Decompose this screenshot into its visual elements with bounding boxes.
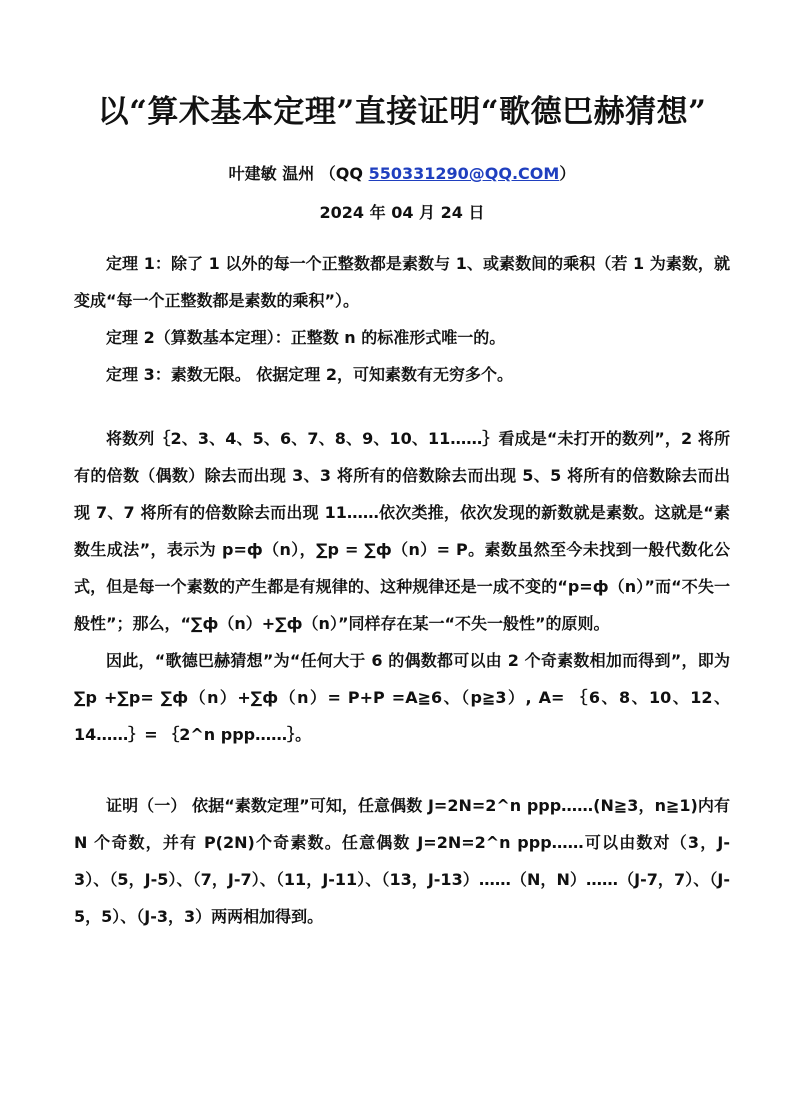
author-line xyxy=(74,161,730,184)
theorem-3-paragraph: 定理 3：素数无限。 依据定理 2，可知素数有无穷多个。 xyxy=(106,365,513,384)
paragraph-spacer xyxy=(74,753,730,787)
proof-one-paragraph: 证明（一） 依据“素数定理”可知，任意偶数 J=2N=2^n ppp……(N≧3，n≧1)内有 N 个奇数，并有 P(2N)个奇素数。任意偶数 J=2N=2^n ppp……可以由数对（3，J-3）、（5，J-5）、（7，J-7）、（11，J-11）、（13，J-13）……（N，N）……（J-7，7）、（J-5，5）、（J-3，3）两两相加得到。 xyxy=(74,796,730,926)
document-date: 2024 年 04 月 24 日 xyxy=(319,203,485,222)
author-suffix: ） xyxy=(559,164,576,183)
prime-generation-paragraph: 将数列｛2、3、4、5、6、7、8、9、10、11……｝看成是“未打开的数列”，2 将所有的倍数（偶数）除去而出现 3、3 将所有的倍数除去而出现 5、5 将所有的倍数除去而出现 7、7 将所有的倍数除去而出现 11……依次类推，依次发现的新数就是素数。这就是“素数生成法”，表示为 p=ф（n），∑p = ∑ф（n）= P。素数虽然至今未找到一般代数化公式，但是每一个素数的产生都是有规律的、这种规律还是一成不变的“p=ф（n）”而“不失一般性”；那么，“∑ф（n）+∑ф（n）”同样存在某一“不失一般性”的原则。 xyxy=(74,429,730,633)
author-email-link[interactable]: 550331290@QQ.COM xyxy=(368,164,560,183)
theorem-2-paragraph: 定理 2（算数基本定理）：正整数 n 的标准形式唯一的。 xyxy=(106,328,506,347)
theorem-1-paragraph: 定理 1：除了 1 以外的每一个正整数都是素数与 1、或素数间的乘积（若 1 为素数，就变成“每一个正整数都是素数的乘积”）。 xyxy=(74,254,730,310)
goldbach-statement-paragraph: 因此，“歌德巴赫猜想”为“任何大于 6 的偶数都可以由 2 个奇素数相加而得到”，即为∑p +∑p= ∑ф（n）+∑ф（n）= P+P =A≧6、（p≧3）, A= ｛6、8、10、12、14……｝= ｛2^n ppp……｝。 xyxy=(74,651,730,744)
document-title: 以“算术基本定理”直接证明“歌德巴赫猜想” xyxy=(97,94,707,130)
paragraph-spacer xyxy=(74,393,730,420)
author-prefix: 叶建敏 温州 （QQ xyxy=(228,164,369,183)
